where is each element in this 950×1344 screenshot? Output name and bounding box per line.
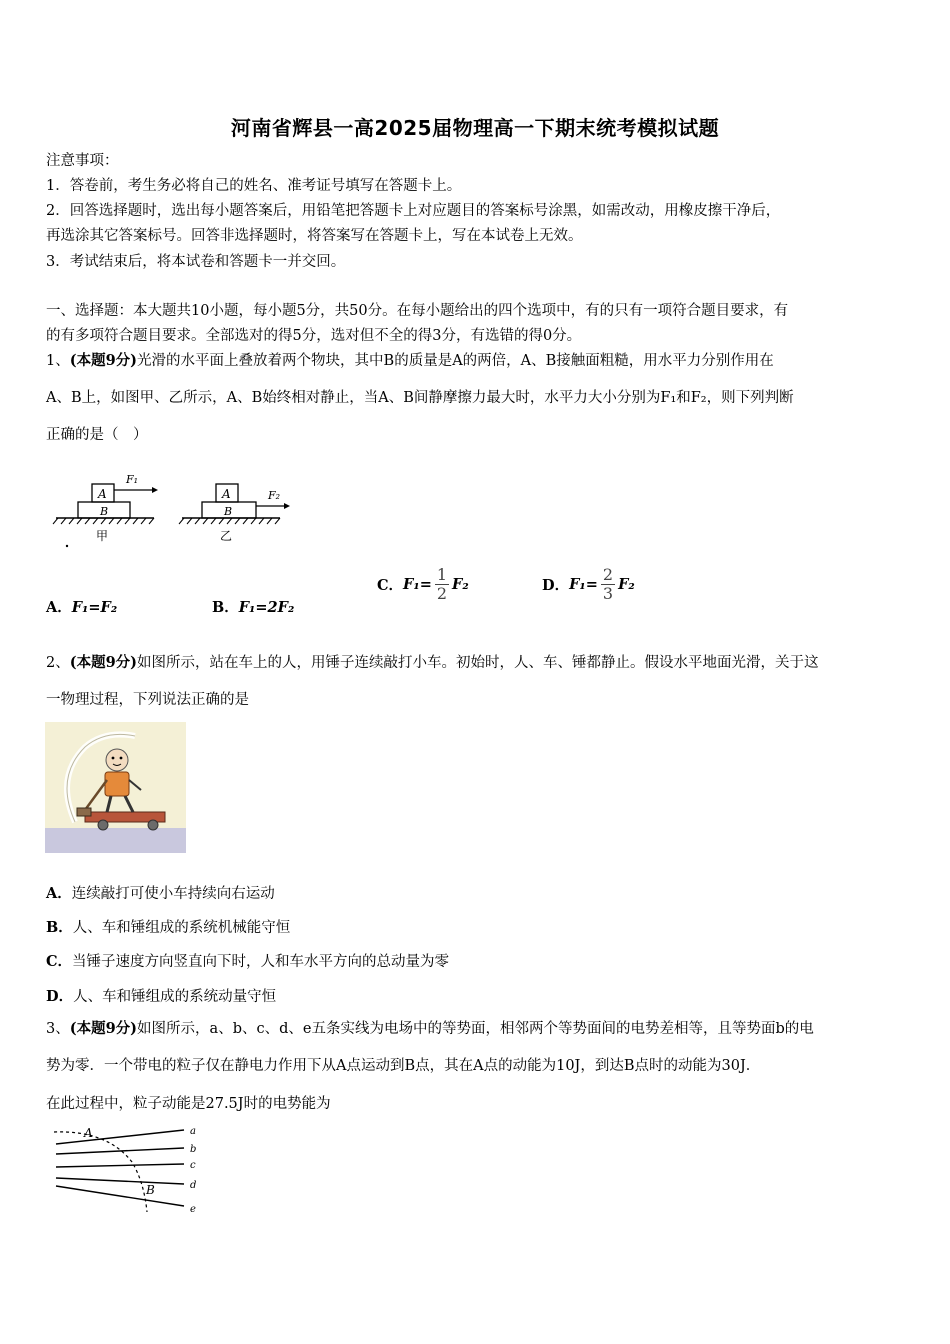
q3-line1 — [46, 1019, 814, 1039]
q3-point-b-label: B — [146, 1183, 155, 1197]
q3-line-label-d: d — [190, 1180, 197, 1191]
q1-caption-right: 乙 — [220, 529, 233, 543]
q3-line2: 势为零．一个带电的粒子仅在静电力作用下从A点运动到B点，其在A点的动能为10J，到达B点时的动能为30J． — [46, 1058, 761, 1074]
q1-option-c-lhs: F₁= — [403, 576, 432, 593]
q3-line3: 在此过程中，粒子动能是27.5J时的电势能为 — [46, 1096, 331, 1112]
section-instructions-2: 的有多项符合题目要求。全部选对的得5分，选对但不全的得3分，有选错的得0分。 — [46, 328, 582, 344]
notice-item-2-cont: 再选涂其它答案标号。回答非选择题时，将答案写在答题卡上，写在本试卷上无效。 — [46, 228, 583, 244]
q1-option-a-label: A． — [46, 599, 72, 616]
q1-label-a-right: A — [222, 487, 231, 501]
q2-option-c[interactable] — [46, 950, 449, 971]
q2-option-a[interactable] — [46, 882, 275, 903]
q1-option-d-lhs: F₁= — [569, 576, 598, 593]
arrow-head-icon — [284, 503, 290, 509]
q2-option-d-label: D． — [46, 988, 74, 1005]
q1-caption-left: 甲 — [96, 529, 109, 543]
q1-option-d[interactable] — [542, 566, 635, 603]
notice-item-2: 2．回答选择题时，选出每小题答案后，用铅笔把答题卡上对应题目的答案标号涂黑，如需改动，用橡皮擦干净后， — [46, 203, 781, 219]
q2-option-c-label: C． — [46, 953, 73, 970]
q1-option-a[interactable] — [46, 596, 117, 617]
q2-option-a-text: 连续敲打可使小车持续向右运动 — [71, 886, 275, 902]
q2-option-d[interactable] — [46, 985, 276, 1006]
q1-line3: 正确的是（ ） — [46, 427, 148, 443]
q3-equipotential-figure — [52, 1120, 212, 1216]
section-instructions-1: 一、选择题：本大题共10小题，每小题5分，共50分。在每小题给出的四个选项中，有的只有一项符合题目要求，有 — [46, 303, 789, 319]
notice-heading: 注意事项： — [46, 153, 119, 169]
arrow-head-icon — [152, 487, 158, 493]
notice-item-1: 1．答卷前，考生务必将自己的姓名、准考证号填写在答题卡上。 — [46, 178, 462, 194]
q1-force-label-left: F₁ — [126, 473, 139, 486]
q3-line-label-e: e — [190, 1204, 196, 1215]
q1-option-b-label: B． — [212, 599, 239, 616]
q1-option-d-fraction — [601, 566, 615, 603]
q3-text-1: 如图所示，a、b、c、d、e五条实线为电场中的等势面，相邻两个等势面间的电势差相等，且等势面b的电 — [137, 1021, 814, 1037]
q2-line2: 一物理过程，下列说法正确的是 — [46, 692, 249, 708]
q1-blocks-figure — [48, 468, 308, 550]
q2-option-b-text: 人、车和锤组成的系统机械能守恒 — [72, 920, 291, 936]
q1-option-b-text: F₁=2F₂ — [238, 599, 295, 616]
equipotential-line-c — [56, 1164, 184, 1167]
q1-line2: A、B上，如图甲、乙所示，A、B始终相对静止，当A、B间静摩擦力最大时，水平力大小分别为F₁和F₂，则下列判断 — [46, 390, 794, 406]
q1-number: 1、 — [46, 353, 70, 369]
q1-force-label-right: F₂ — [268, 489, 281, 502]
q3-point-a-label: A — [84, 1126, 93, 1140]
q1-option-b[interactable] — [212, 596, 294, 617]
page-title: 河南省辉县一高2025届物理高一下期末统考模拟试题 — [230, 116, 720, 140]
q1-label-b-right: B — [224, 505, 233, 518]
q1-line1 — [46, 351, 774, 371]
equipotential-line-e — [56, 1186, 184, 1206]
q1-option-d-rhs: F₂ — [618, 576, 635, 593]
q2-hammer-cart-illustration — [45, 722, 186, 853]
q2-text-1: 如图所示，站在车上的人，用锤子连续敲打小车。初始时，人、车、锤都静止。假设水平地面光滑，关于这 — [137, 655, 819, 671]
q1-option-c-numerator: 1 — [436, 565, 448, 584]
q1-label-a-left: A — [98, 487, 107, 501]
q1-label-b-left: B — [100, 505, 109, 518]
q2-option-b[interactable] — [46, 916, 290, 937]
q1-option-c-label: C． — [377, 577, 404, 594]
equipotential-line-d — [56, 1178, 184, 1184]
q2-tag: (本题9分) — [69, 654, 138, 671]
q2-option-d-text: 人、车和锤组成的系统动量守恒 — [73, 989, 277, 1005]
q1-option-c-rhs: F₂ — [452, 576, 469, 593]
particle-trajectory — [54, 1132, 147, 1212]
q1-option-d-denominator: 3 — [602, 584, 614, 603]
q1-option-d-label: D． — [542, 577, 570, 594]
q2-option-b-label: B． — [46, 919, 73, 936]
q3-number: 3、 — [46, 1021, 70, 1037]
notice-item-3: 3．考试结束后，将本试卷和答题卡一并交回。 — [46, 254, 346, 270]
q3-line-label-c: c — [190, 1160, 196, 1171]
q2-option-c-text: 当锤子速度方向竖直向下时，人和车水平方向的总动量为零 — [72, 954, 450, 970]
q1-option-d-numerator: 2 — [602, 565, 614, 584]
q1-text-1: 光滑的水平面上叠放着两个物块，其中B的质量是A的两倍，A、B接触面粗糙，用水平力分别作用在 — [137, 353, 774, 369]
q2-number: 2、 — [46, 655, 70, 671]
q3-line-label-b: b — [190, 1144, 197, 1155]
q2-option-a-label: A． — [46, 885, 72, 902]
equipotential-line-b — [56, 1148, 184, 1154]
equipotential-line-a — [56, 1130, 184, 1144]
q1-option-c-fraction — [435, 566, 449, 603]
q3-tag: (本题9分) — [69, 1020, 138, 1037]
dot-mark — [66, 545, 68, 547]
q1-option-c[interactable] — [377, 566, 469, 603]
q1-option-a-text: F₁=F₂ — [71, 599, 118, 616]
q3-line-label-a: a — [190, 1126, 196, 1137]
q2-line1 — [46, 653, 819, 673]
q1-option-c-denominator: 2 — [436, 584, 448, 603]
q1-tag: (本题9分) — [69, 352, 138, 369]
